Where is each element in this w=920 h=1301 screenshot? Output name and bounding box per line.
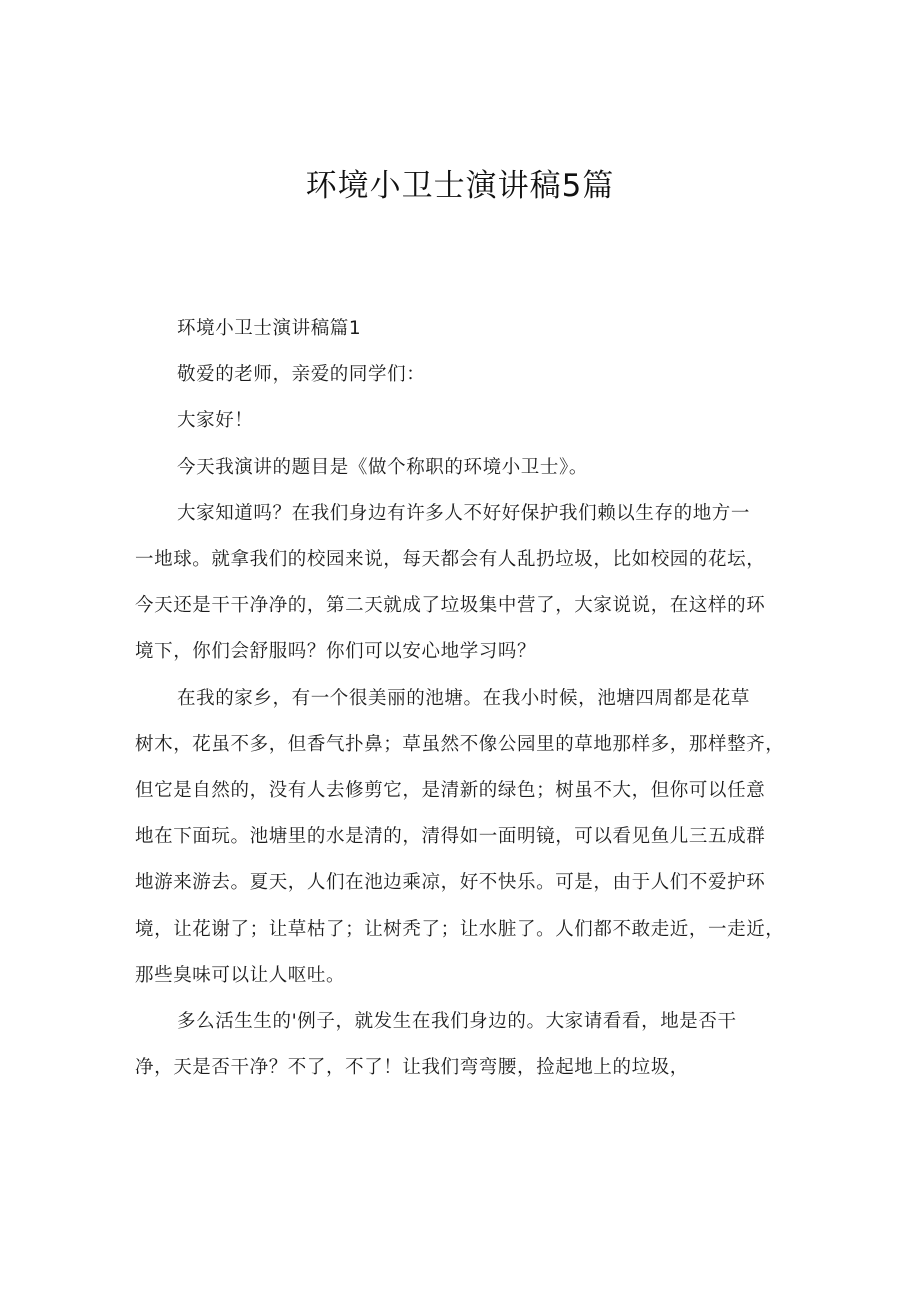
text-line: 地在下面玩。池塘里的水是清的，清得如一面明镜，可以看见鱼儿三五成群 — [135, 826, 766, 848]
paragraph — [135, 999, 790, 1091]
text-line: 今天我演讲的题目是《做个称职的环境小卫士》。 — [177, 456, 588, 478]
speech-topic — [135, 445, 790, 491]
section-heading — [135, 306, 790, 352]
document-body — [135, 306, 790, 1091]
text-line: 多么活生生的'例子，就发生在我们身边的。大家请看看，地是否干 — [177, 1011, 737, 1033]
text-line: 境下，你们会舒服吗？你们可以安心地学习吗？ — [135, 641, 537, 663]
text-line: 净，天是否干净？不了，不了！让我们弯弯腰，捡起地上的垃圾， — [135, 1057, 689, 1079]
hello-line — [135, 398, 790, 444]
text-line: 敬爱的老师，亲爱的同学们： — [177, 364, 426, 386]
text-line: 在我的家乡，有一个很美丽的池塘。在我小时候，池塘四周都是花草 — [177, 687, 751, 709]
paragraph — [135, 676, 790, 999]
text-line: 树木，花虽不多，但香气扑鼻；草虽然不像公园里的草地那样多，那样整齐， — [135, 733, 785, 755]
text-line: 地游来游去。夏天，人们在池边乘凉，好不快乐。可是，由于人们不爱护环 — [135, 872, 766, 894]
paragraph — [135, 491, 790, 676]
text-line: 境，让花谢了；让草枯了；让树秃了；让水脏了。人们都不敢走近，一走近， — [135, 918, 785, 940]
text-line: 大家知道吗？在我们身边有许多人不好好保护我们赖以生存的地方一 — [177, 502, 751, 524]
text-line: 大家好！ — [177, 410, 254, 432]
text-line: 一地球。就拿我们的校园来说，每天都会有人乱扔垃圾，比如校园的花坛， — [135, 549, 766, 571]
text-line: 但它是自然的，没有人去修剪它，是清新的绿色；树虽不大，但你可以任意 — [135, 780, 766, 802]
document-title: 环境小卫士演讲稿5篇 — [305, 168, 615, 204]
greeting — [135, 352, 790, 398]
text-line: 那些臭味可以让人呕吐。 — [135, 964, 346, 986]
text-line: 今天还是干干净净的，第二天就成了垃圾集中营了，大家说说，在这样的环 — [135, 595, 766, 617]
text-line: 环境小卫士演讲稿篇1 — [177, 318, 362, 339]
